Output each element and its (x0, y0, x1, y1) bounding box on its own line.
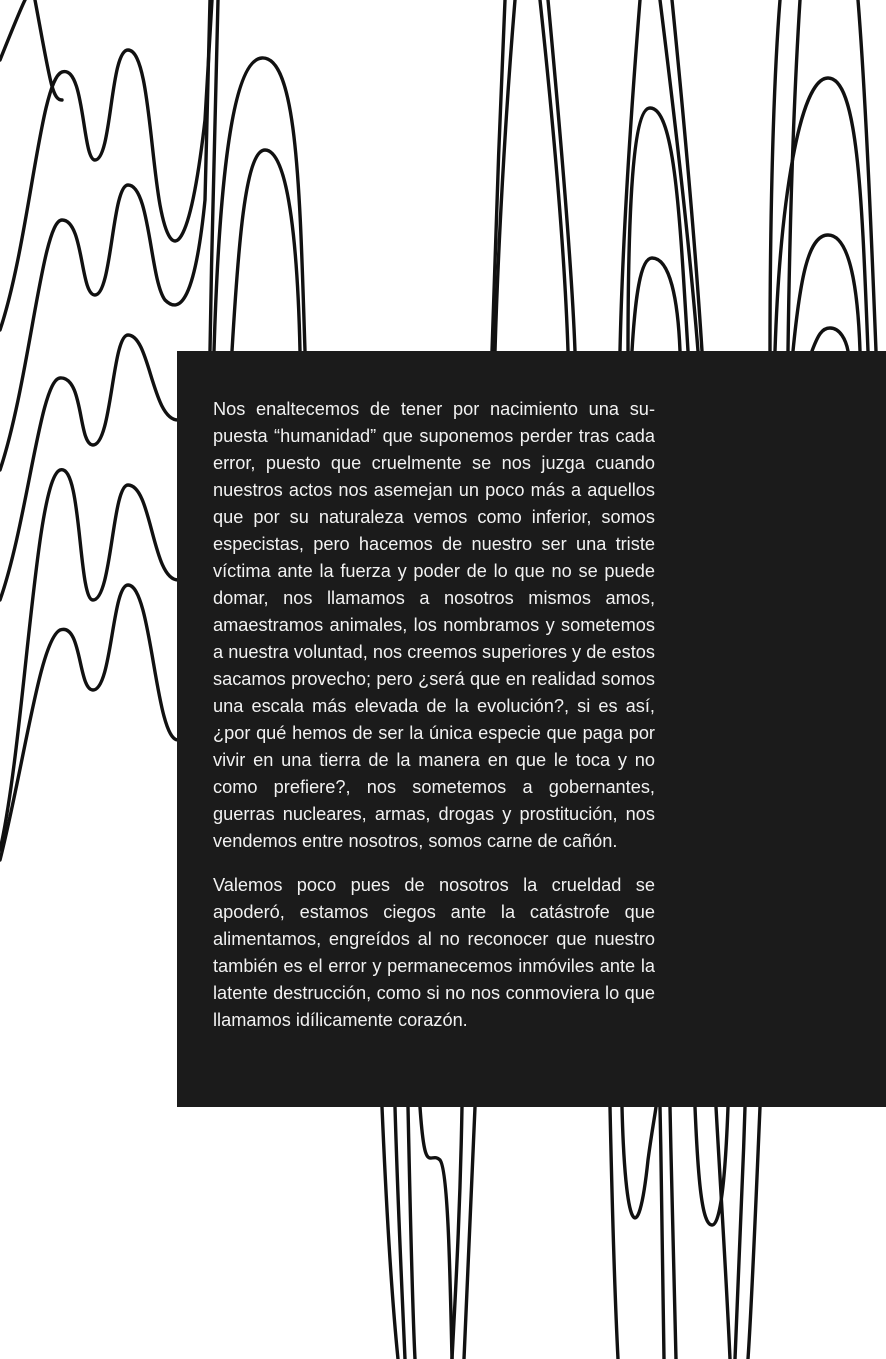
text-panel (177, 351, 886, 1107)
wave-line (660, 0, 698, 351)
wave-line (420, 1107, 452, 1359)
wave-line (748, 1107, 760, 1359)
wave-group-lower (382, 1107, 760, 1359)
wave-line (0, 0, 25, 60)
wave-line (232, 150, 300, 351)
wave-line (408, 1107, 415, 1359)
wave-line (793, 235, 860, 351)
wave-line (452, 1107, 462, 1359)
wave-line (670, 1107, 676, 1359)
wave-group-center (492, 0, 575, 351)
wave-group-upper-left (210, 0, 305, 351)
wave-line (0, 335, 178, 600)
wave-group-upper-right (620, 0, 876, 351)
wave-line (0, 585, 178, 860)
wave-line (660, 1107, 664, 1359)
wave-line (610, 1107, 618, 1359)
wave-line (548, 0, 575, 351)
wave-line (35, 0, 62, 100)
wave-line (622, 1107, 656, 1218)
wave-line (214, 58, 305, 351)
paragraph-1: Nos enaltecemos de tener por nacimiento una supuesta “humanidad” que suponemos perder tras cada error, puesto que cruelmente se nos juzga cuando nuestros actos nos asemejan un poco más a aquellos que por su naturaleza vemos como inferior, somos especistas, pero hacemos de nuestro ser una triste víctima ante la fuerza y poder de lo que no se puede domar, nos llamamos a nosotros mismos amos, amaestramos animales, los nombramos y sometemos a nuestra voluntad, nos creemos superiores y de estos sacamos provecho; pero ¿será que en realidad somos una escala más elevada de la evolución?, si es así, ¿por qué hemos de ser la única especie que paga por vivir en una tierra de la manera en que le toca y no como prefiere?, nos sometemos a gobernantes, guerras nucleares, armas, drogas y prostitución, nos vendemos entre nosotros, somos carne de cañón. (213, 399, 655, 851)
paragraph-2: Valemos poco pues de nosotros la crueldad se apoderó, estamos ciegos ante la catástrofe que alimentamos, engreídos al no reconocer que nuestro también es el error y permanecemos inmóviles ante la latente destrucción, como si no nos conmoviera lo que llamamos idílicamente corazón. (213, 875, 655, 1030)
wave-line (812, 328, 848, 351)
wave-line (395, 1107, 405, 1359)
wave-line (735, 1107, 745, 1359)
text-column (213, 396, 655, 1051)
wave-line (632, 258, 680, 351)
wave-line (464, 1107, 475, 1359)
